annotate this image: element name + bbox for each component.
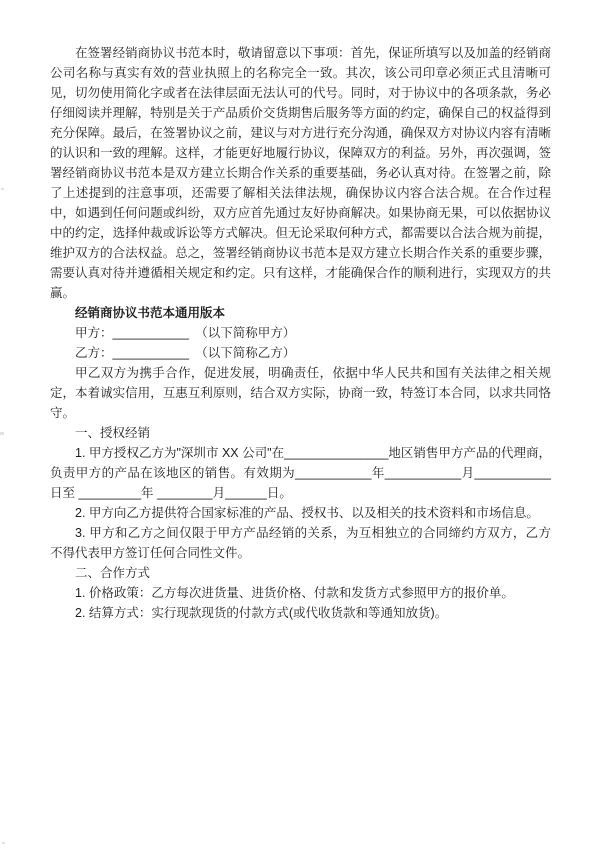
section-2-item-2: 2. 结算方式：实行现款现货的付款方式(或代收货款和等通知放货)。 [75,606,448,620]
intro-paragraph: 在签署经销商协议书范本时，敬请留意以下事项：首先，保证所填写以及加盖的经销商公司名称与真实有效的营业执照上的名称完全一致。其次，该公司印章必须正式且清晰可见，切勿使用简化字或者在法律层面无法认可的代号。同时，对于协议中的各项条款，务必仔细阅读并理解，特别是关于产品质价交货期售后服务等方面的约定，确保自己的权益得到充分保障。最后，在签署协议之前，建议与对方进行充分沟通，确保双方对协议内容有清晰的认识和一致的理解。这样，才能更好地履行协议，保障双方的利益。另外，再次强调，签署经销商协议书范本是双方建立长期合作关系的重要基础，务必认真对待。在签署之前，除了上述提到的注意事项，还需要了解相关法律法规，确保协议内容合法合规。在合作过程中，如遇到任何问题或纠纷，双方应首先通过友好协商解决。如果协商无果，可以依据协议中的约定，选择仲裁或诉讼等方式解决。但无论采取何种方式，都需要以合法合规为前提，维护双方的合法权益。总之，签署经销商协议书范本是双方建立长期合作关系的重要步骤，需要认真对待并遵循相关规定和约定。只有这样，才能确保合作的顺利进行，实现双方的共赢。 [50,46,551,300]
preamble-paragraph: 甲乙双方为携手合作，促进发展，明确责任，依据中华人民共和国有关法律之相关规定，本着诚实信用，互惠互利原则，结合双方实际，协商一致，特签订本合同，以求共同恪守。 [50,366,551,420]
party-b-line: 乙方：___________ （以下简称乙方） [75,346,296,360]
section-2-item-1: 1. 价格政策：乙方每次进货量、进货价格、付款和发货方式参照甲方的报价单。 [75,586,514,600]
scan-artifact [0,432,4,435]
section-1-heading: 一、授权经销 [75,426,151,440]
party-a-line: 甲方：___________ （以下简称甲方） [75,326,296,340]
section-1-item-1: 1. 甲方授权乙方为"深圳市 XX 公司"在_______________地区销售甲方产品的代理商，负责甲方的产品在该地区的销售。有效期为___________年___________月___________日至 _________年 ________月______日。 [50,446,551,500]
section-1-item-2: 2. 甲方向乙方提供符合国家标准的产品、授权书、以及相关的技术资料和市场信息。 [75,506,539,520]
section-1-item-3: 3. 甲方和乙方之间仅限于甲方产品经销的关系，为互相独立的合同缔约方双方，乙方不得代表甲方签订任何合同性文件。 [50,526,551,560]
section-2-heading: 二、合作方式 [75,566,151,580]
scan-artifact [2,842,5,844]
scan-artifact [1,188,4,190]
document-title: 经销商协议书范本通用版本 [75,306,226,320]
